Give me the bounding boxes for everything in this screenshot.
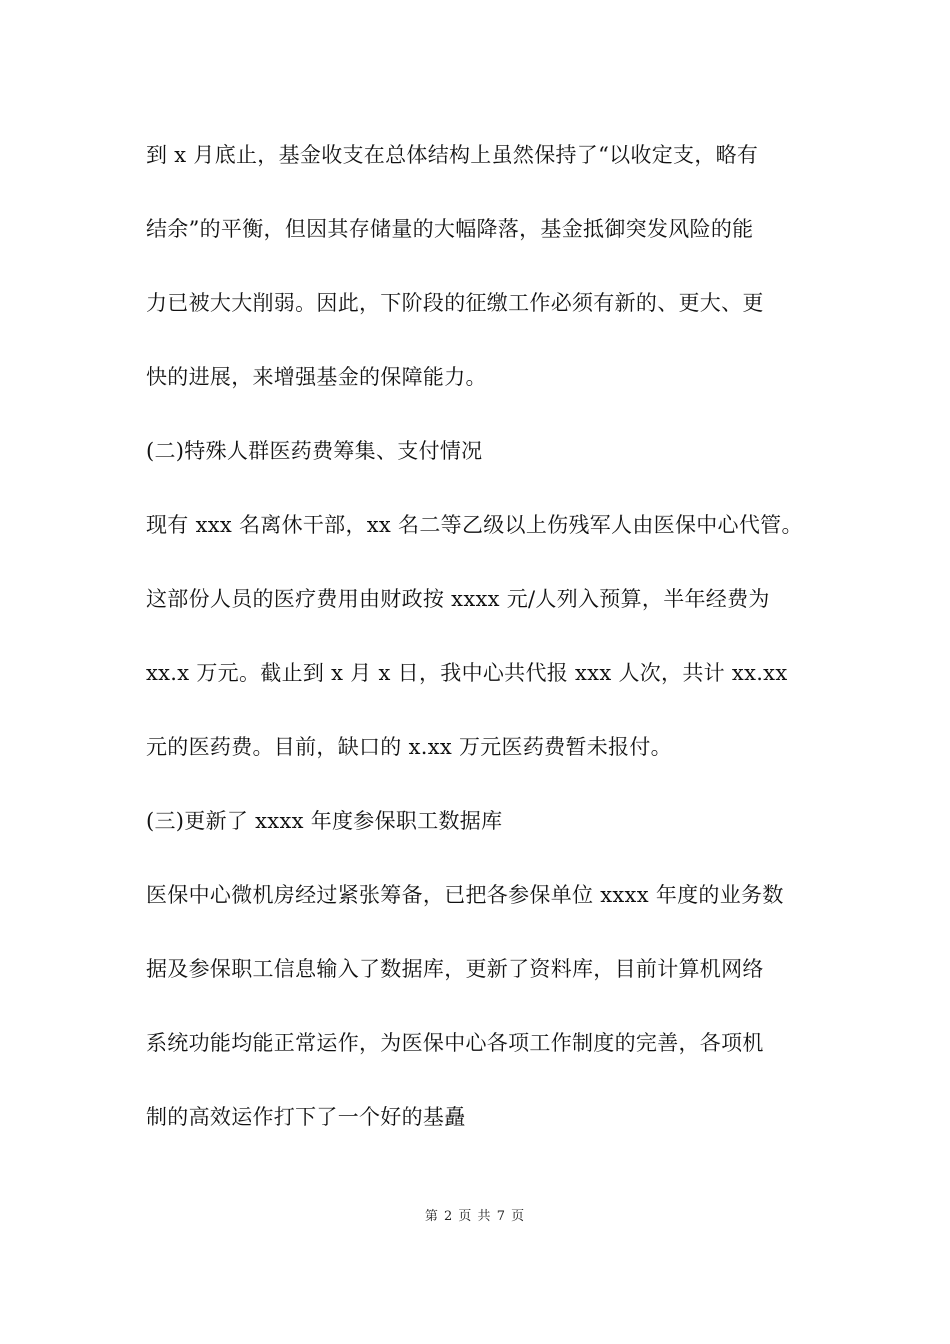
text-line: 元的医药费。目前，缺口的 x.xx 万元医药费暂未报付。 — [146, 735, 672, 759]
section-heading: (三)更新了 xxxx 年度参保职工数据库 — [146, 809, 503, 833]
body-text — [146, 134, 826, 1170]
text-line: xx.x 万元。截止到 x 月 x 日，我中心共代报 xxx 人次，共计 xx.xx — [146, 661, 788, 685]
page-number-footer: 第 2 页 共 7 页 — [424, 1209, 526, 1224]
text-line: 结余”的平衡，但因其存储量的大幅降落，基金抵御突发风险的能 — [146, 217, 754, 241]
text-line: 力已被大大削弱。因此，下阶段的征缴工作必须有新的、更大、更 — [146, 291, 764, 315]
text-line: 据及参保职工信息输入了数据库，更新了资料库，目前计算机网络 — [146, 957, 764, 981]
text-line: 制的高效运作打下了一个好的基矗 — [146, 1105, 466, 1129]
text-line: 医保中心微机房经过紧张筹备，已把各参保单位 xxxx 年度的业务数 — [146, 883, 784, 907]
text-line: 这部份人员的医疗费用由财政按 xxxx 元/人列入预算，半年经费为 — [146, 587, 770, 611]
text-line: 系统功能均能正常运作，为医保中心各项工作制度的完善，各项机 — [146, 1031, 764, 1055]
section-heading: (二)特殊人群医药费筹集、支付情况 — [146, 439, 483, 463]
text-line: 快的进展，来增强基金的保障能力。 — [146, 365, 487, 389]
text-line: 到 x 月底止，基金收支在总体结构上虽然保持了“以收定支，略有 — [146, 143, 759, 167]
text-line: 现有 xxx 名离休干部，xx 名二等乙级以上伤残军人由医保中心代管。 — [146, 513, 803, 537]
